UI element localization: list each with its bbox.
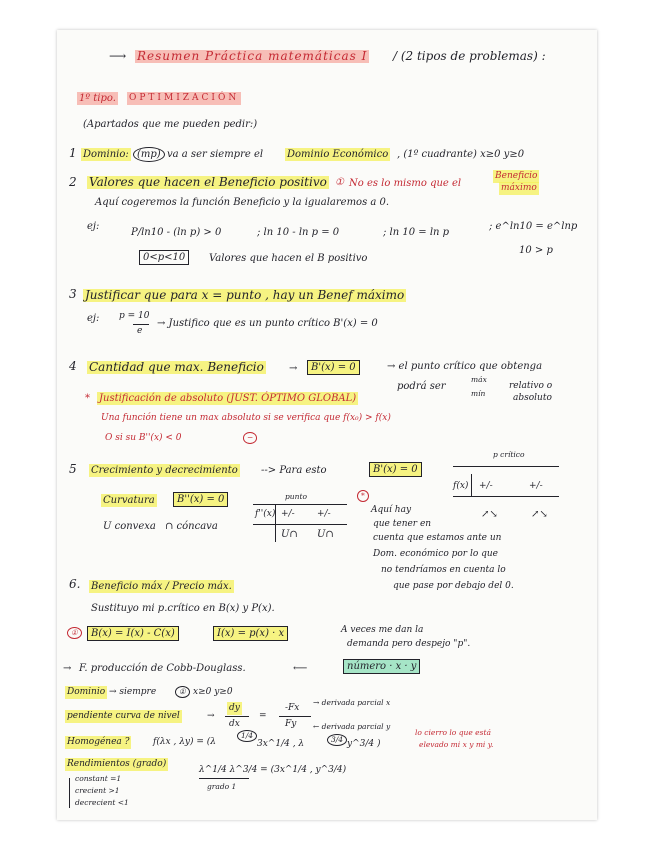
cobb-pend-hl: pendiente curva de nivel [67, 711, 180, 721]
s5-text: --> Para esto [261, 465, 327, 476]
cobb-homo-hl: Homogénea ? [67, 737, 130, 747]
cobb-grado-line [199, 778, 249, 779]
s5-t2-a: +/- [281, 509, 295, 519]
s4-def: Una función tiene un max absoluto si se verifica que f(x₀) > f(x) [101, 413, 391, 423]
header-arrow: ⟶ [109, 49, 127, 63]
s4-box: B'(x) = 0 [307, 360, 360, 375]
s5-note5: no tendríamos en cuenta lo [381, 565, 506, 575]
s5-t2-vline [275, 504, 276, 542]
s5-t1-hline2 [453, 496, 559, 497]
s3-ej: ej: [87, 313, 100, 324]
s4-minus-circ: − [243, 432, 257, 444]
s2-num: 2 [69, 175, 77, 189]
cobb-pend-note1: → derivada parcial x [313, 698, 391, 707]
cobb-pend-note2: ← derivada parcial y [313, 722, 391, 731]
cobb-pend-arrow: → [207, 711, 215, 721]
s5-t1-a: +/- [479, 481, 493, 491]
cobb-grado: grado 1 [207, 782, 237, 791]
cobb-pend-frac-num: dy [229, 703, 240, 713]
s2-ej: ej: [87, 221, 100, 232]
s2-eq5: 10 > p [519, 245, 553, 256]
s6-hl2: B(x) = I(x) - C(x) [87, 626, 179, 641]
cobb-list-item-1: crecient >1 [75, 786, 120, 795]
cobb-homo-circ2: 3/4 [327, 734, 347, 746]
page-title: Resumen Práctica matemáticas I [137, 49, 368, 63]
s5-t1-vline [471, 474, 472, 496]
cobb-pend-frac-bar [225, 716, 249, 717]
cobb-pend-frac-den: dx [229, 719, 240, 729]
s2-note-circ: ① [335, 177, 344, 188]
s5-note1: Aquí hay [371, 505, 412, 515]
s5-t1-head: p crítico [493, 450, 525, 459]
s4-hl: Cantidad que max. Beneficio [89, 360, 264, 374]
s4-r2: podrá ser [397, 381, 446, 392]
s4-or: O si su B''(x) < 0 [105, 433, 182, 443]
s6-note2: demanda pero despejo "p". [347, 639, 471, 649]
s3-frac-num: p = 10 [119, 311, 150, 321]
s2-note: No es lo mismo que el [349, 178, 462, 189]
cobb-pend-eq: = [259, 711, 267, 721]
cobb-homo-eq: f(λx , λy) = (λ [153, 737, 216, 747]
cobb-title: F. producción de Cobb-Douglass. [79, 663, 246, 674]
cobb-dom-hl: Dominio [67, 687, 106, 697]
notebook-page [57, 30, 597, 820]
cobb-homo-circ1: 1/4 [237, 730, 257, 742]
type1-label: 1º tipo. [79, 93, 116, 104]
s2-note-hl-b: máximo [501, 183, 537, 193]
s5-note6: que pase por debajo del 0. [393, 581, 514, 591]
cobb-rend-eq: λ^1/4 λ^3/4 = (3x^1/4 , y^3/4) [199, 765, 347, 775]
cobb-arrow: → [63, 663, 72, 674]
cobb-dom-text: → siempre [109, 687, 157, 697]
s5-conc: ∩ cóncava [165, 521, 218, 532]
page-subtitle: / (2 tipos de problemas) : [393, 49, 546, 63]
s2-line2: Aquí cogeremos la función Beneficio y la igualaremos a 0. [95, 197, 390, 208]
s4-r1: → el punto crítico que obtenga [387, 361, 543, 372]
s5-note-star: * [357, 490, 369, 502]
s2-eq4: ; e^ln10 = e^lnp [489, 221, 578, 232]
s6-hl: Beneficio máx / Precio máx. [91, 581, 232, 592]
s6-text: Sustituyo mi p.crítico en B(x) y P(x). [91, 603, 275, 614]
s4-r2-abs: absoluto [513, 393, 552, 403]
s5-num: 5 [69, 462, 77, 476]
s6-circ: ① [67, 627, 82, 639]
s3-frac-den: e [137, 326, 143, 336]
s6-num: 6. [69, 577, 81, 591]
s4-r2-max: máx [471, 375, 487, 384]
s6-hl3: I(x) = p(x) · x [213, 626, 288, 641]
s5-t2-hline2 [253, 524, 347, 525]
s5-arrows-a: ↗↘ [481, 509, 498, 520]
s5-t1-row: f(x) [453, 481, 469, 491]
cobb-homo-mid: 3x^1/4 , λ [257, 739, 305, 749]
s2-eq2: ; ln 10 - ln p = 0 [257, 227, 340, 238]
s4-num: 4 [69, 359, 77, 373]
cobb-dom-circ: ① [175, 686, 190, 698]
s6-note1: A veces me dan la [341, 625, 424, 635]
s5-box: B'(x) = 0 [369, 462, 422, 477]
s1-tail: , (1º cuadrante) x≥0 y≥0 [397, 149, 525, 160]
s5-t2-hline [253, 504, 347, 505]
s2-box: 0<p<10 [139, 250, 189, 265]
s5-t1-b: +/- [529, 481, 543, 491]
s3-num: 3 [69, 287, 77, 301]
s5-t2-head: punto [285, 492, 307, 501]
cobb-dom-tail: x≥0 y≥0 [193, 687, 233, 697]
s5-t1-hline [453, 466, 559, 467]
s3-hl: Justificar que para x = punto , hay un Benef máximo [85, 288, 405, 302]
cobb-homo-note2: elevado mi x y mi y. [419, 740, 494, 749]
type1-name: OPTIMIZACIÓN [129, 93, 240, 103]
intro-text: (Apartados que me pueden pedir:) [83, 119, 258, 130]
s5-t2-b: +/- [317, 509, 331, 519]
cobb-list-item-2: decrecient <1 [75, 798, 129, 807]
cobb-tail: ⟵ [293, 663, 308, 674]
s5-note4: Dom. económico por lo que [373, 549, 499, 559]
cobb-list-brace [69, 778, 70, 808]
s5-curv-box: B''(x) = 0 [173, 492, 228, 507]
s5-curv: Curvatura [103, 495, 155, 506]
cobb-pend-frac2-num: -Fx [285, 703, 300, 713]
s4-r2-rel: relativo o [509, 381, 553, 391]
s3-text: → Justifico que es un punto crítico B'(x) = 0 [157, 318, 378, 329]
s1-lead: Dominio: [83, 149, 129, 160]
s5-arrows-b: ↗↘ [531, 509, 548, 520]
cobb-homo-note1: lo cierro lo que está [415, 728, 491, 737]
s4-r2-min: mín [471, 389, 486, 398]
s5-note3: cuenta que estamos ante un [373, 533, 502, 543]
cobb-list-item-0: constant =1 [75, 774, 122, 783]
cobb-homo-end: y^3/4 ) [347, 739, 381, 749]
s2-eq1: P/ln10 - (ln p) > 0 [131, 227, 222, 238]
s1-text: va a ser siempre el [167, 149, 264, 160]
cobb-pend-frac2-den: Fy [285, 719, 297, 729]
s5-note2: que tener en [373, 519, 432, 529]
s2-note-hl-a: Beneficio [495, 171, 538, 181]
s1-hl: Dominio Económico [287, 149, 389, 160]
s2-eq3: ; ln 10 = ln p [383, 227, 450, 238]
s5-conv: U convexa [103, 521, 156, 532]
s5-t2-d: U∩ [317, 529, 334, 540]
s1-circ: (mp) [133, 147, 165, 162]
cobb-box: número · x · y [343, 659, 420, 674]
cobb-rend-hl: Rendimientos (grado) [67, 759, 167, 769]
s2-box-tail: Valores que hacen el B positivo [209, 253, 368, 264]
s4-sub-hl: Justificación de absoluto (JUST. ÓPTIMO GLOBAL) [99, 393, 357, 404]
s2-hl: Valores que hacen el Beneficio positivo [89, 175, 327, 189]
s1-num: 1 [69, 146, 77, 160]
cobb-pend-frac2-bar [279, 716, 311, 717]
s5-t2-c: U∩ [281, 529, 298, 540]
s5-hl: Crecimiento y decrecimiento [91, 465, 238, 476]
s4-arrow: → [289, 363, 298, 374]
s5-t2-row: f''(x) [255, 509, 276, 519]
s4-star: * [85, 393, 90, 404]
